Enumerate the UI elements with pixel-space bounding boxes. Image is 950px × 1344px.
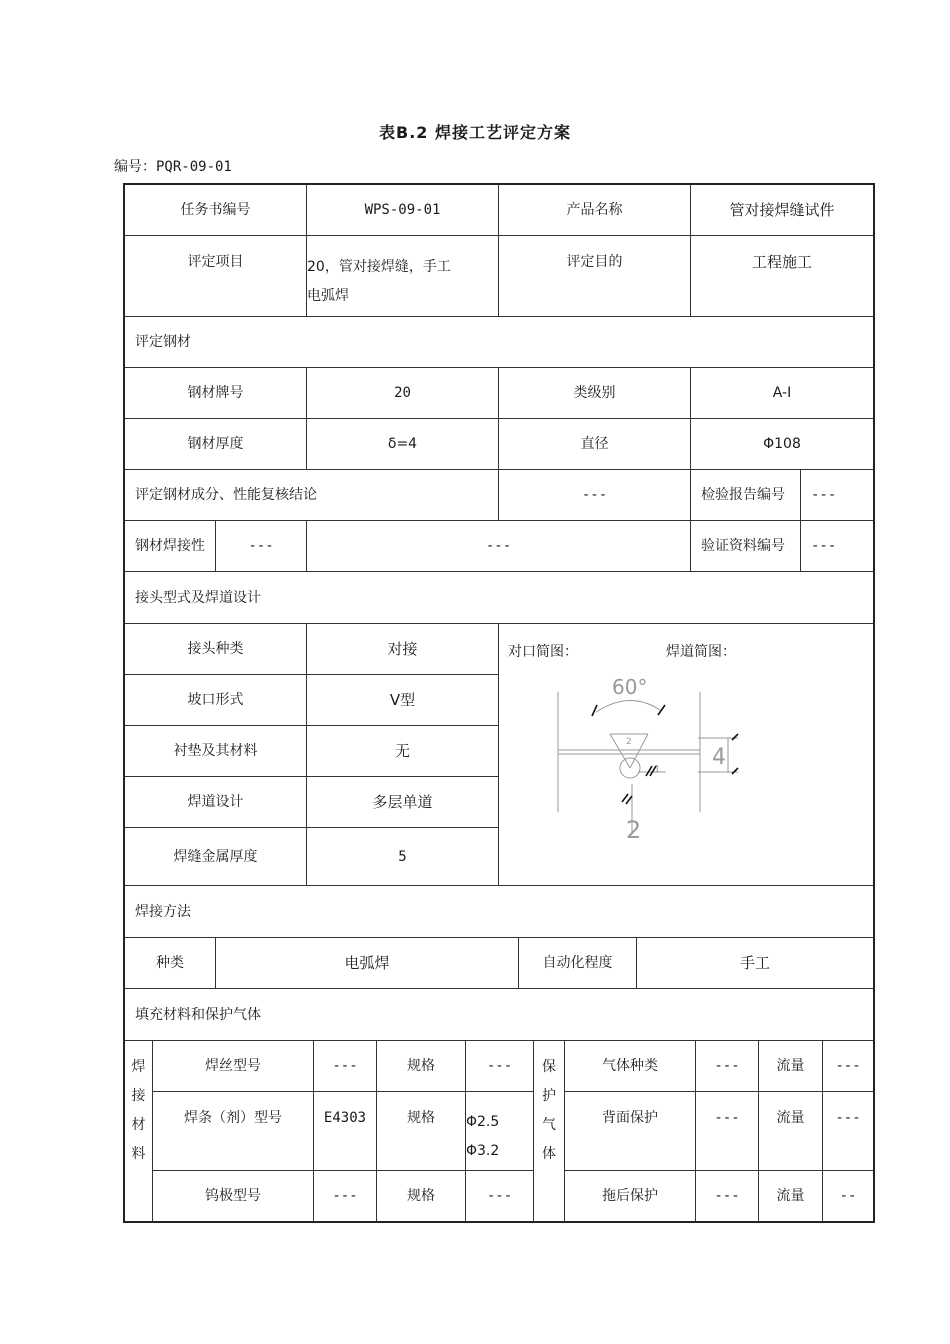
weldability-value: --- xyxy=(216,521,307,572)
report-label: 检验报告编号 xyxy=(691,470,801,521)
dim-4-label: 4 xyxy=(712,745,726,770)
gas-type-value: --- xyxy=(696,1041,759,1092)
verify-label: 验证资料编号 xyxy=(691,521,801,572)
diameter-value: Φ108 xyxy=(691,419,873,470)
dim-1-label: 1 xyxy=(654,764,661,775)
pass-value: 多层单道 xyxy=(307,777,499,828)
filler-group-char: 焊 xyxy=(131,1059,146,1075)
joint-type-label: 接头种类 xyxy=(125,624,307,675)
verify-value: --- xyxy=(801,521,873,572)
section-filler: 填充材料和保护气体 xyxy=(125,989,873,1041)
weldability-note: --- xyxy=(307,521,691,572)
serial-value: PQR-09-01 xyxy=(156,159,232,175)
gas-group-char: 护 xyxy=(542,1088,556,1104)
electrode-spec-value-1: Φ2.5 xyxy=(466,1114,500,1130)
joint-type-value: 对接 xyxy=(307,624,499,675)
groove-sketch xyxy=(548,672,758,842)
section-steel: 评定钢材 xyxy=(125,317,873,368)
steel-class-value: A-Ⅰ xyxy=(691,368,873,419)
wire-model-label: 焊丝型号 xyxy=(153,1041,314,1092)
pass-sketch-label: 焊道简图： xyxy=(666,644,736,660)
filler-group-label xyxy=(125,1041,153,1221)
trailing-protection-label: 拖后保护 xyxy=(565,1171,696,1221)
pass-label: 焊道设计 xyxy=(125,777,307,828)
purpose-label: 评定目的 xyxy=(499,236,691,317)
serial-label: 编号： xyxy=(114,159,156,175)
electrode-spec-label: 规格 xyxy=(377,1092,466,1171)
wire-spec-label: 规格 xyxy=(377,1041,466,1092)
back-protection-value: --- xyxy=(696,1092,759,1171)
task-value: WPS-09-01 xyxy=(307,185,499,236)
item-value-line2: 电弧焊 xyxy=(307,288,349,304)
steel-class-label: 类级别 xyxy=(499,368,691,419)
steel-grade-value: 20 xyxy=(307,368,499,419)
tungsten-model-value: --- xyxy=(314,1171,377,1221)
gas-group-char: 气 xyxy=(542,1117,556,1133)
electrode-spec-value-2: Φ3.2 xyxy=(466,1143,500,1159)
pass-number-label: 2 xyxy=(626,737,632,747)
filler-group-char: 接 xyxy=(131,1088,146,1104)
gas-group-char: 保 xyxy=(542,1059,556,1075)
metal-thickness-value: 5 xyxy=(307,828,499,886)
backing-label: 衬垫及其材料 xyxy=(125,726,307,777)
purpose-value: 工程施工 xyxy=(691,236,873,317)
method-kind-label: 种类 xyxy=(125,938,216,989)
gas-flow-label: 流量 xyxy=(759,1041,823,1092)
filler-group-char: 材 xyxy=(131,1117,146,1133)
electrode-spec-values xyxy=(466,1092,534,1171)
weldability-label: 钢材焊接性 xyxy=(125,521,216,572)
tungsten-model-label: 钨极型号 xyxy=(153,1171,314,1221)
metal-thickness-label: 焊缝金属厚度 xyxy=(125,828,307,886)
serial-number xyxy=(114,156,232,176)
wire-model-value: --- xyxy=(314,1041,377,1092)
groove-label: 坡口形式 xyxy=(125,675,307,726)
wire-spec-value: --- xyxy=(466,1041,534,1092)
task-label: 任务书编号 xyxy=(125,185,307,236)
trailing-flow-value: -- xyxy=(839,1188,857,1204)
electrode-model-label: 焊条（剂）型号 xyxy=(153,1092,314,1171)
trailing-flow-label: 流量 xyxy=(759,1171,823,1221)
groove-value: V型 xyxy=(307,675,499,726)
report-value: --- xyxy=(801,470,873,521)
electrode-model-value: E4303 xyxy=(314,1092,377,1171)
section-joint: 接头型式及焊道设计 xyxy=(125,572,873,624)
diameter-label: 直径 xyxy=(499,419,691,470)
item-value-line1: 20，管对接焊缝，手工 xyxy=(307,259,451,275)
steel-thickness-label: 钢材厚度 xyxy=(125,419,307,470)
gas-group-char: 体 xyxy=(542,1146,556,1162)
document-title: 表B.2 焊接工艺评定方案 xyxy=(379,123,571,142)
tungsten-spec-value: --- xyxy=(466,1171,534,1221)
backing-value: 无 xyxy=(307,726,499,777)
method-kind-value: 电弧焊 xyxy=(216,938,519,989)
angle-label: 60° xyxy=(612,675,648,699)
auto-label: 自动化程度 xyxy=(519,938,637,989)
butt-sketch-label: 对口简图： xyxy=(508,644,578,660)
dim-2-label: 2 xyxy=(626,816,642,842)
filler-group-char: 料 xyxy=(131,1146,146,1162)
review-label: 评定钢材成分、性能复核结论 xyxy=(125,470,499,521)
back-flow-value: --- xyxy=(823,1092,873,1171)
product-label: 产品名称 xyxy=(499,185,691,236)
steel-thickness-value: δ=4 xyxy=(307,419,499,470)
section-method: 焊接方法 xyxy=(125,886,873,938)
auto-value: 手工 xyxy=(637,938,873,989)
product-value: 管对接焊缝试件 xyxy=(691,185,873,236)
steel-grade-label: 钢材牌号 xyxy=(125,368,307,419)
back-protection-label: 背面保护 xyxy=(565,1092,696,1171)
gas-type-label: 气体种类 xyxy=(565,1041,696,1092)
item-value xyxy=(307,236,499,317)
item-label: 评定项目 xyxy=(125,236,307,317)
trailing-protection-value: --- xyxy=(696,1171,759,1221)
gas-group-label xyxy=(534,1041,565,1221)
back-flow-label: 流量 xyxy=(759,1092,823,1171)
review-value: --- xyxy=(499,470,691,521)
gas-flow-value: --- xyxy=(823,1041,873,1092)
tungsten-spec-label: 规格 xyxy=(377,1171,466,1221)
